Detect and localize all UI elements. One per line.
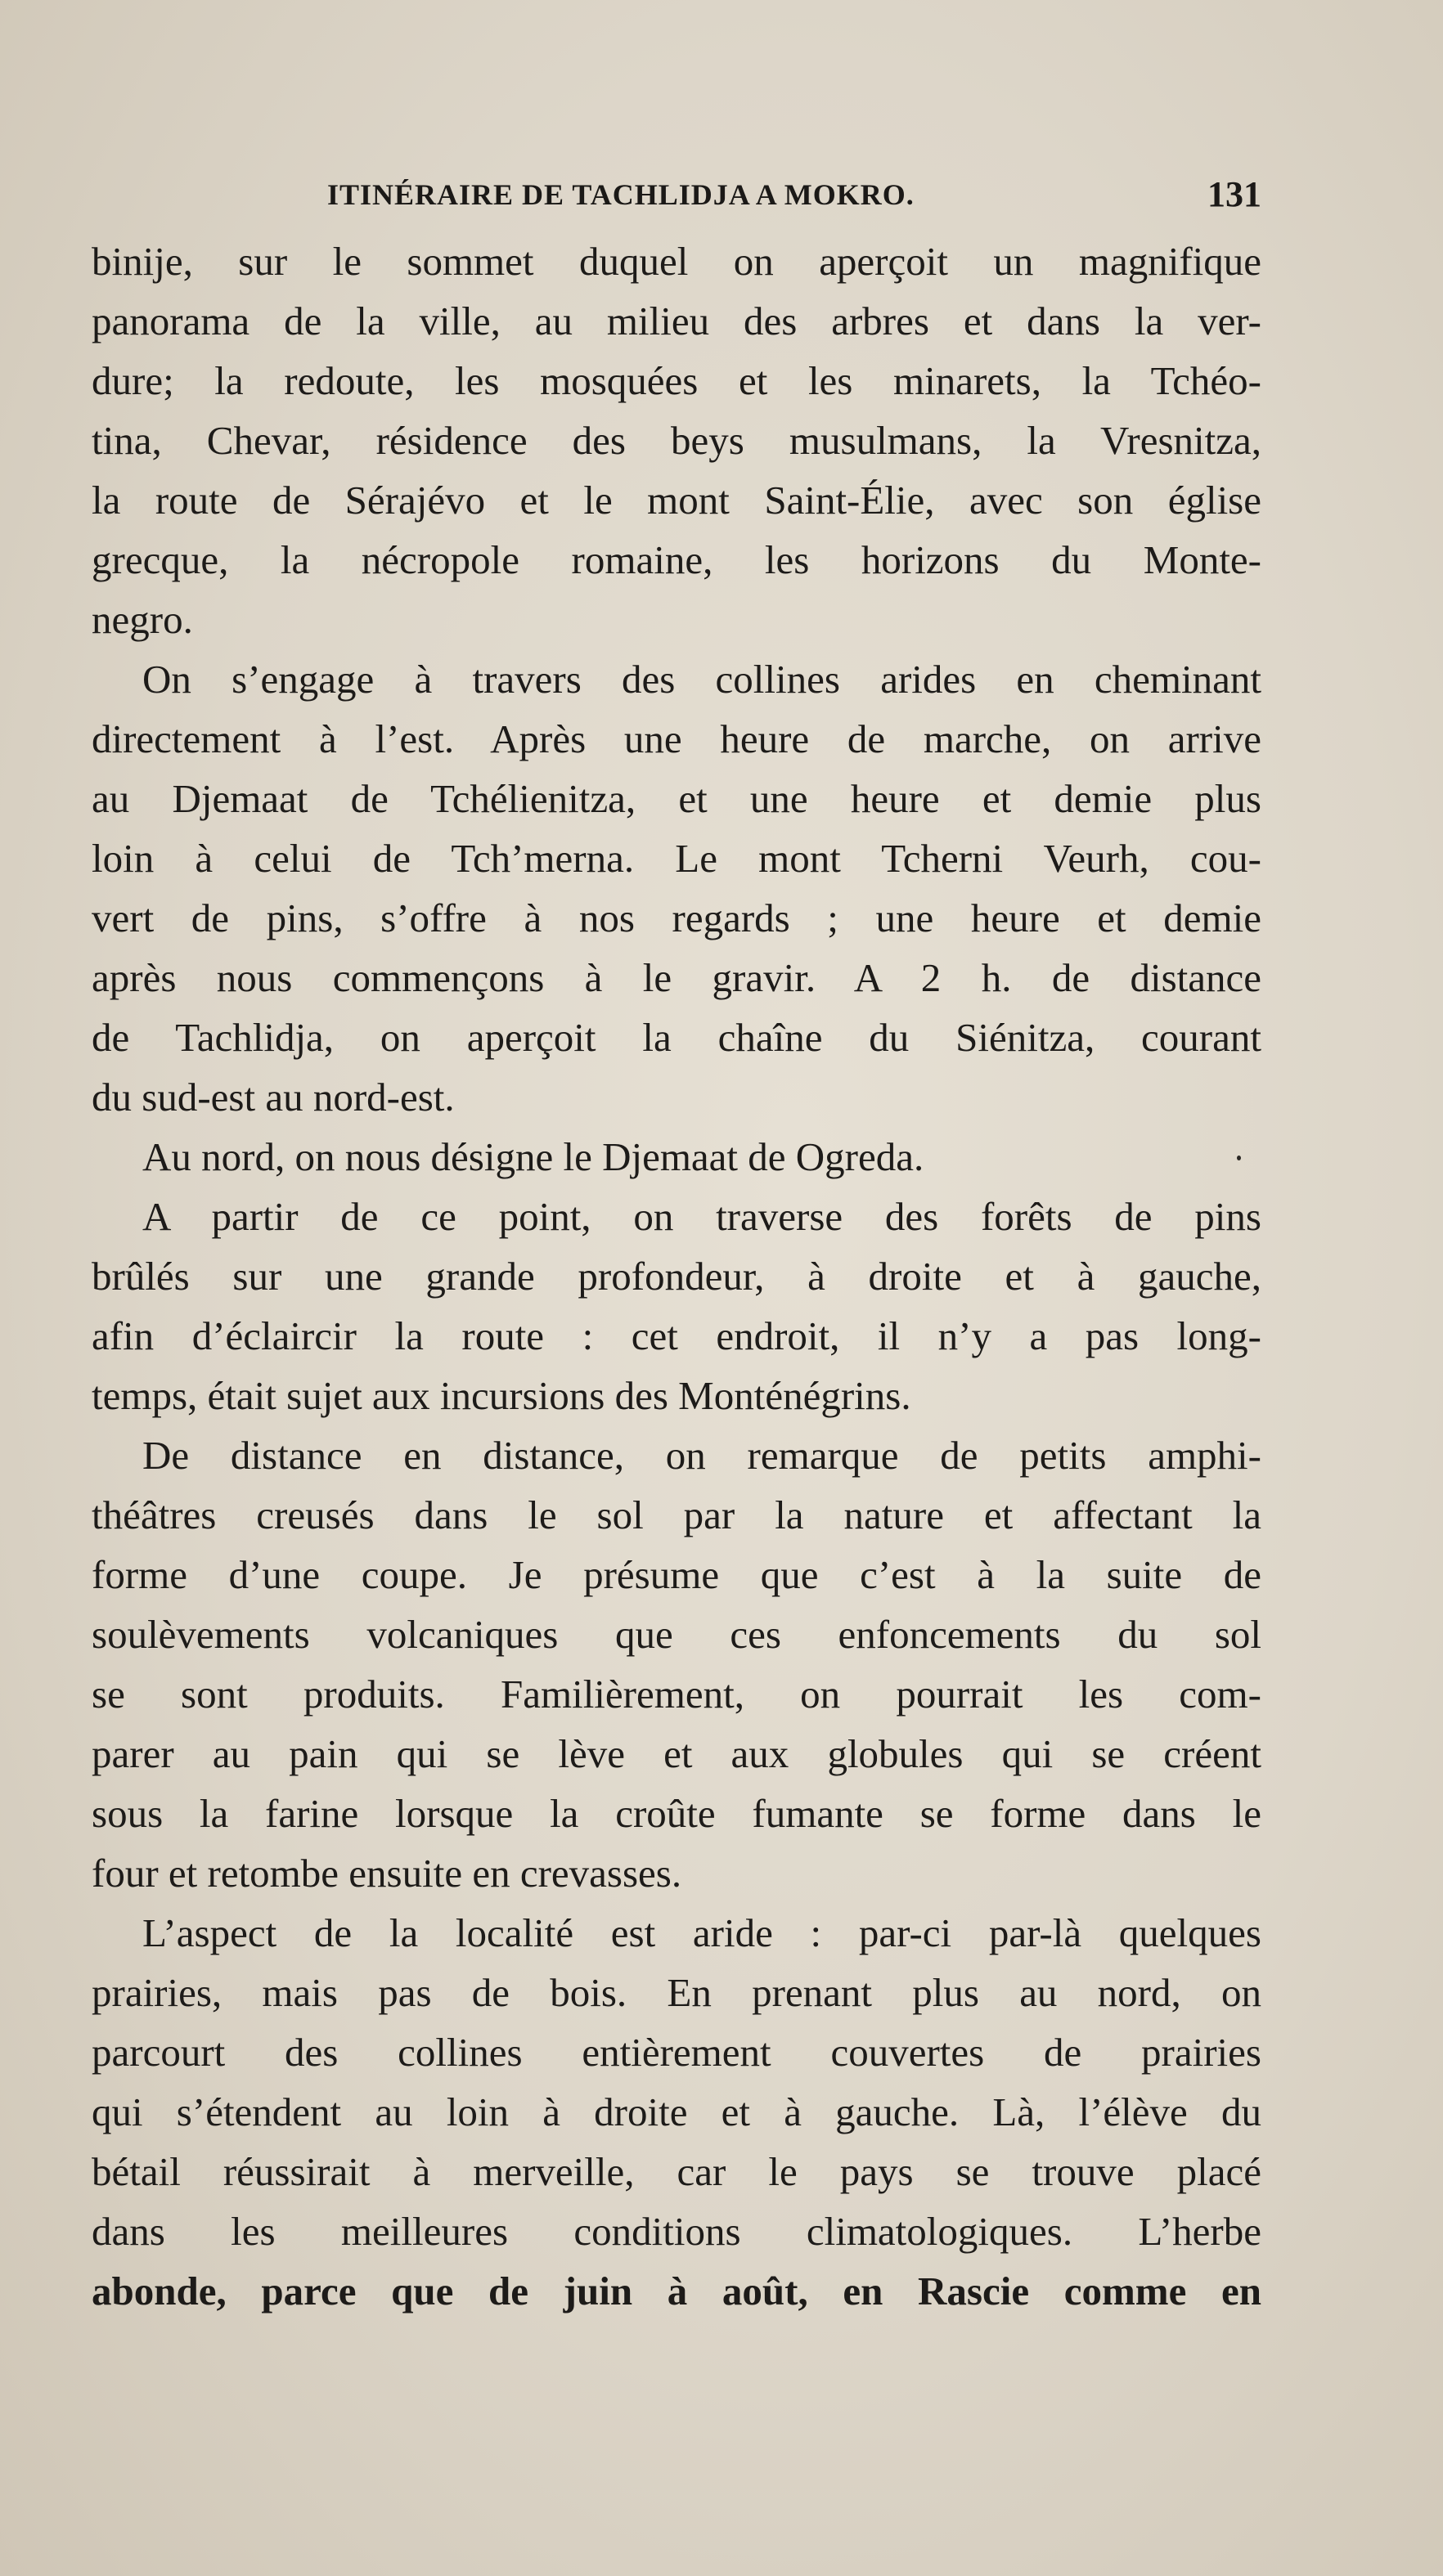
text-line: de Tachlidja, on aperçoit la chaîne du Siénitza, courant xyxy=(92,1015,1261,1060)
text-line: forme d’une coupe. Je présume que c’est à la suite de xyxy=(92,1552,1261,1597)
text-line: binije, sur le sommet duquel on aperçoit un magnifique xyxy=(92,239,1261,284)
text-line: De distance en distance, on remarque de petits amphi- xyxy=(142,1433,1261,1478)
text-line: du sud-est au nord-est. xyxy=(92,1075,455,1120)
text-line: bétail réussirait à merveille, car le pays se trouve placé xyxy=(92,2149,1261,2194)
body-text xyxy=(92,231,1261,2321)
running-head xyxy=(92,170,1261,219)
text-line: A partir de ce point, on traverse des forêts de pins xyxy=(142,1194,1261,1239)
text-line: parcourt des collines entièrement couvertes de prairies xyxy=(92,2030,1261,2075)
text-line: panorama de la ville, au milieu des arbres et dans la ver- xyxy=(92,298,1261,343)
text-line: tina, Chevar, résidence des beys musulmans, la Vresnitza, xyxy=(92,418,1261,463)
text-line: dans les meilleures conditions climatologiques. L’herbe xyxy=(92,2209,1261,2254)
text-line: brûlés sur une grande profondeur, à droite et à gauche, xyxy=(92,1254,1261,1299)
text-line: negro. xyxy=(92,597,193,642)
text-line: la route de Sérajévo et le mont Saint-Élie, avec son église xyxy=(92,478,1261,523)
ink-speck xyxy=(1237,1156,1241,1160)
text-line: après nous commençons à le gravir. A 2 h. de distance xyxy=(92,955,1261,1000)
text-line: sous la farine lorsque la croûte fumante se forme dans le xyxy=(92,1791,1261,1836)
text-line: abonde, parce que de juin à août, en Rascie comme en xyxy=(92,2269,1261,2313)
text-line: grecque, la nécropole romaine, les horizons du Monte- xyxy=(92,537,1261,582)
text-line: afin d’éclaircir la route : cet endroit, il n’y a pas long- xyxy=(92,1313,1261,1358)
text-line: théâtres creusés dans le sol par la nature et affectant la xyxy=(92,1492,1261,1537)
text-line: temps, était sujet aux incursions des Monténégrins. xyxy=(92,1373,911,1418)
text-line: Au nord, on nous désigne le Djemaat de Ogreda. xyxy=(142,1134,924,1179)
text-line: parer au pain qui se lève et aux globules qui se créent xyxy=(92,1731,1261,1776)
text-line: dure; la redoute, les mosquées et les minarets, la Tchéo- xyxy=(92,358,1261,403)
text-line: On s’engage à travers des collines arides en cheminant xyxy=(142,657,1261,702)
running-title: ITINÉRAIRE DE TACHLIDJA A MOKRO. xyxy=(327,178,915,211)
text-line: vert de pins, s’offre à nos regards ; une heure et demie xyxy=(92,895,1261,940)
text-line: se sont produits. Familièrement, on pourrait les com- xyxy=(92,1672,1261,1717)
text-line: qui s’étendent au loin à droite et à gauche. Là, l’élève du xyxy=(92,2089,1261,2134)
text-line: loin à celui de Tch’merna. Le mont Tcherni Veurh, cou- xyxy=(92,836,1261,881)
text-line: four et retombe ensuite en crevasses. xyxy=(92,1851,682,1896)
text-line: soulèvements volcaniques que ces enfoncements du sol xyxy=(92,1612,1261,1657)
text-line: prairies, mais pas de bois. En prenant plus au nord, on xyxy=(92,1970,1261,2015)
text-line: directement à l’est. Après une heure de marche, on arrive xyxy=(92,716,1261,761)
text-line: au Djemaat de Tchélienitza, et une heure et demie plus xyxy=(92,776,1261,821)
page-number: 131 xyxy=(1207,174,1261,214)
text-line: L’aspect de la localité est aride : par-ci par-là quelques xyxy=(142,1910,1261,1955)
